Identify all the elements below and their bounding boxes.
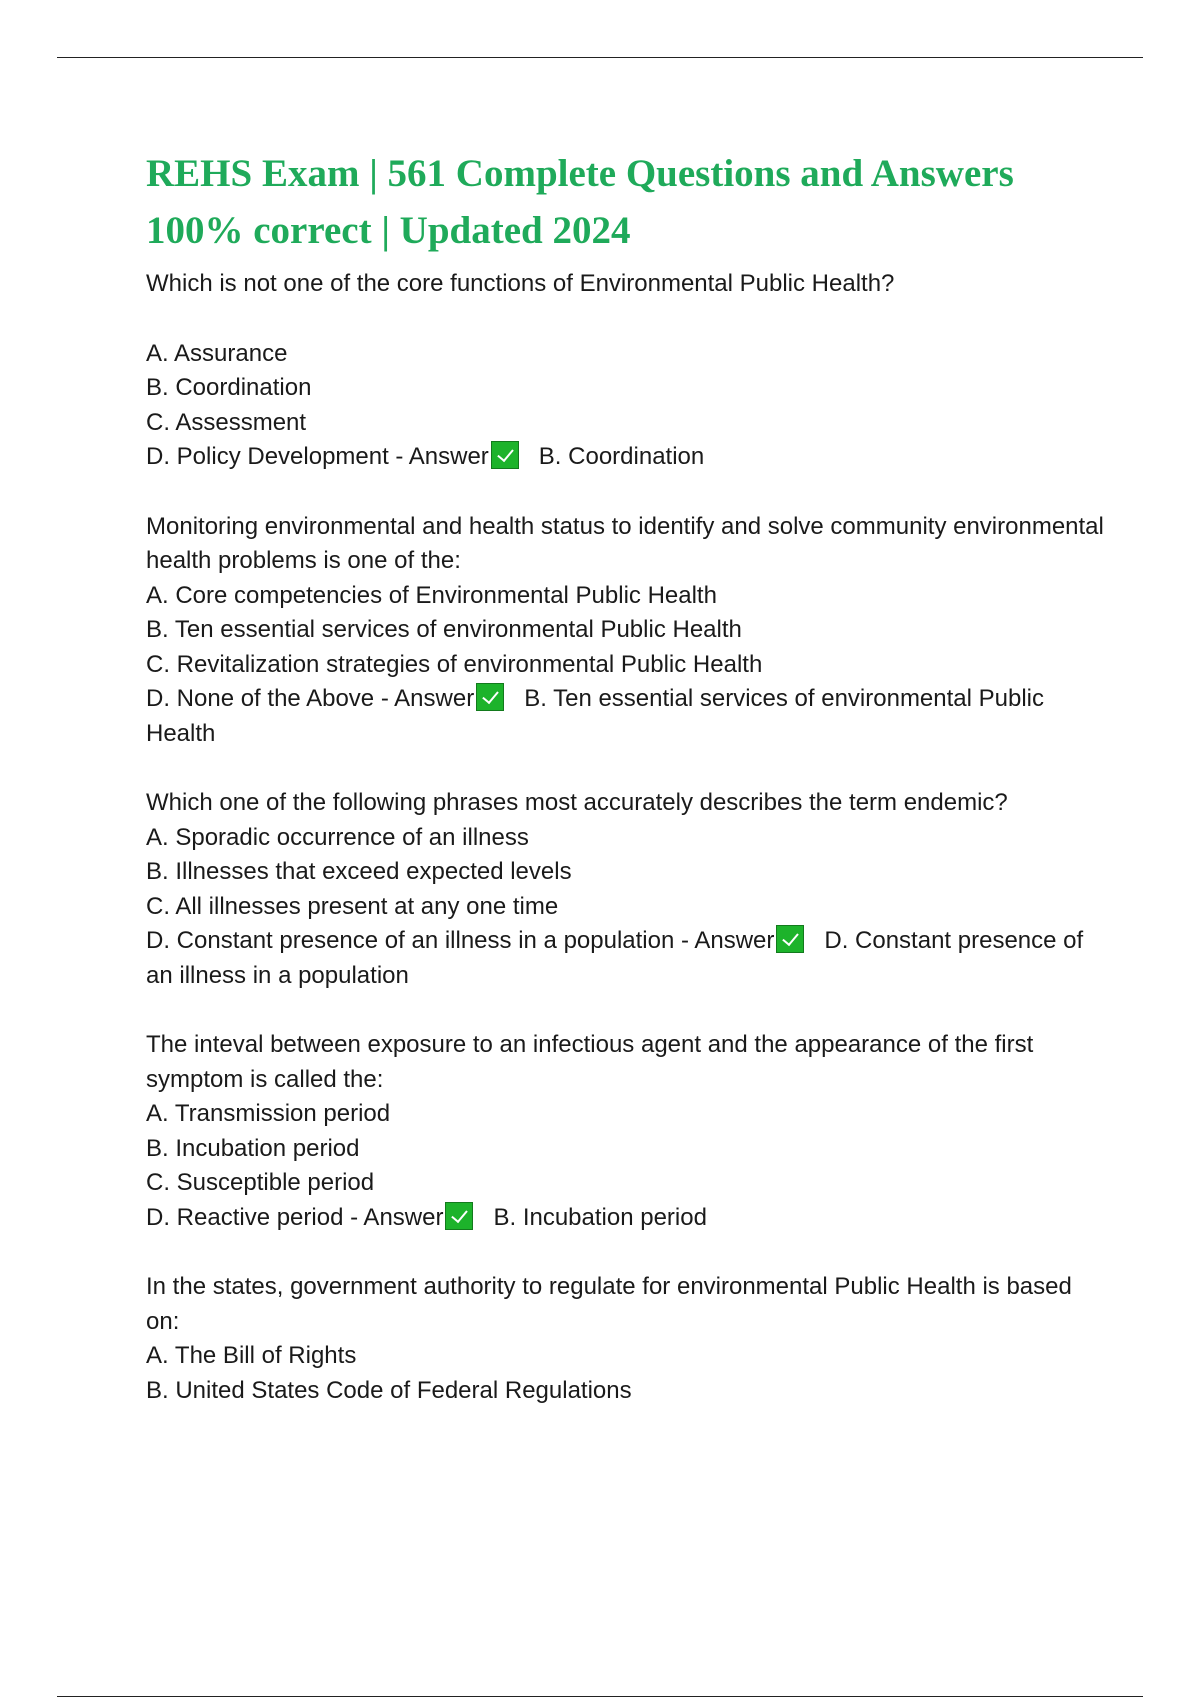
checkmark-icon xyxy=(445,1202,473,1230)
top-divider xyxy=(57,57,1143,58)
option-b: B. United States Code of Federal Regulations xyxy=(146,1376,632,1404)
option-a: A. Transmission period xyxy=(146,1100,391,1127)
title-line-2: 100% correct | Updated 2024 xyxy=(146,209,631,252)
question-block-4 xyxy=(146,1028,1106,1235)
answer-line xyxy=(146,440,1106,475)
checkmark-icon xyxy=(491,441,519,469)
correct-answer: B. Incubation period xyxy=(493,1203,707,1231)
question-block-2 xyxy=(146,510,1106,752)
correct-answer: B. Ten essential services of environmental Public Health xyxy=(146,685,1045,747)
question-text: The inteval between exposure to an infectious agent and the appearance of the first symptom is called the: xyxy=(146,1031,1034,1093)
option-b: B. Ten essential services of environmental Public Health xyxy=(146,616,742,643)
question-block-1 xyxy=(146,267,1106,475)
option-d: D. None of the Above - Answer xyxy=(146,685,475,712)
option-c: C. Susceptible period xyxy=(146,1169,375,1196)
question-text: Monitoring environmental and health status to identify and solve community environmental health problems is one of the: xyxy=(146,512,1104,574)
option-b: B. Illnesses that exceed expected levels xyxy=(146,858,572,885)
option-b: B. Coordination xyxy=(146,374,312,401)
document-body xyxy=(146,145,1106,1408)
document-title xyxy=(146,145,1106,259)
question-text: Which one of the following phrases most accurately describes the term endemic? xyxy=(146,789,1008,816)
option-d: D. Reactive period - Answer xyxy=(146,1203,444,1231)
option-c: C. Revitalization strategies of environmental Public Health xyxy=(146,650,763,678)
question-block-3 xyxy=(146,786,1106,993)
answer-line xyxy=(146,924,1106,993)
question-block-5 xyxy=(146,1270,1106,1408)
answer-line xyxy=(146,682,1106,751)
option-c: C. All illnesses present at any one time xyxy=(146,892,559,920)
option-d: D. Policy Development - Answer xyxy=(146,443,489,470)
option-b: B. Incubation period xyxy=(146,1134,360,1162)
option-a: A. Assurance xyxy=(146,339,288,367)
correct-answer: D. Constant presence of an illness in a population xyxy=(146,927,1084,989)
correct-answer: B. Coordination xyxy=(538,443,705,470)
option-a: A. Sporadic occurrence of an illness xyxy=(146,823,529,851)
title-line-1: REHS Exam | 561 Complete Questions and Answers xyxy=(146,152,1014,195)
option-a: A. The Bill of Rights xyxy=(146,1342,357,1369)
option-a: A. Core competencies of Environmental Public Health xyxy=(146,581,717,609)
checkmark-icon xyxy=(476,683,504,711)
question-text: Which is not one of the core functions of Environmental Public Health? xyxy=(146,270,895,297)
question-text: In the states, government authority to regulate for environmental Public Health is based on: xyxy=(146,1273,1072,1335)
option-d: D. Constant presence of an illness in a population - Answer xyxy=(146,927,775,954)
bottom-divider xyxy=(57,1696,1143,1697)
checkmark-icon xyxy=(776,925,804,953)
answer-line xyxy=(146,1201,1106,1236)
option-c: C. Assessment xyxy=(146,408,307,436)
